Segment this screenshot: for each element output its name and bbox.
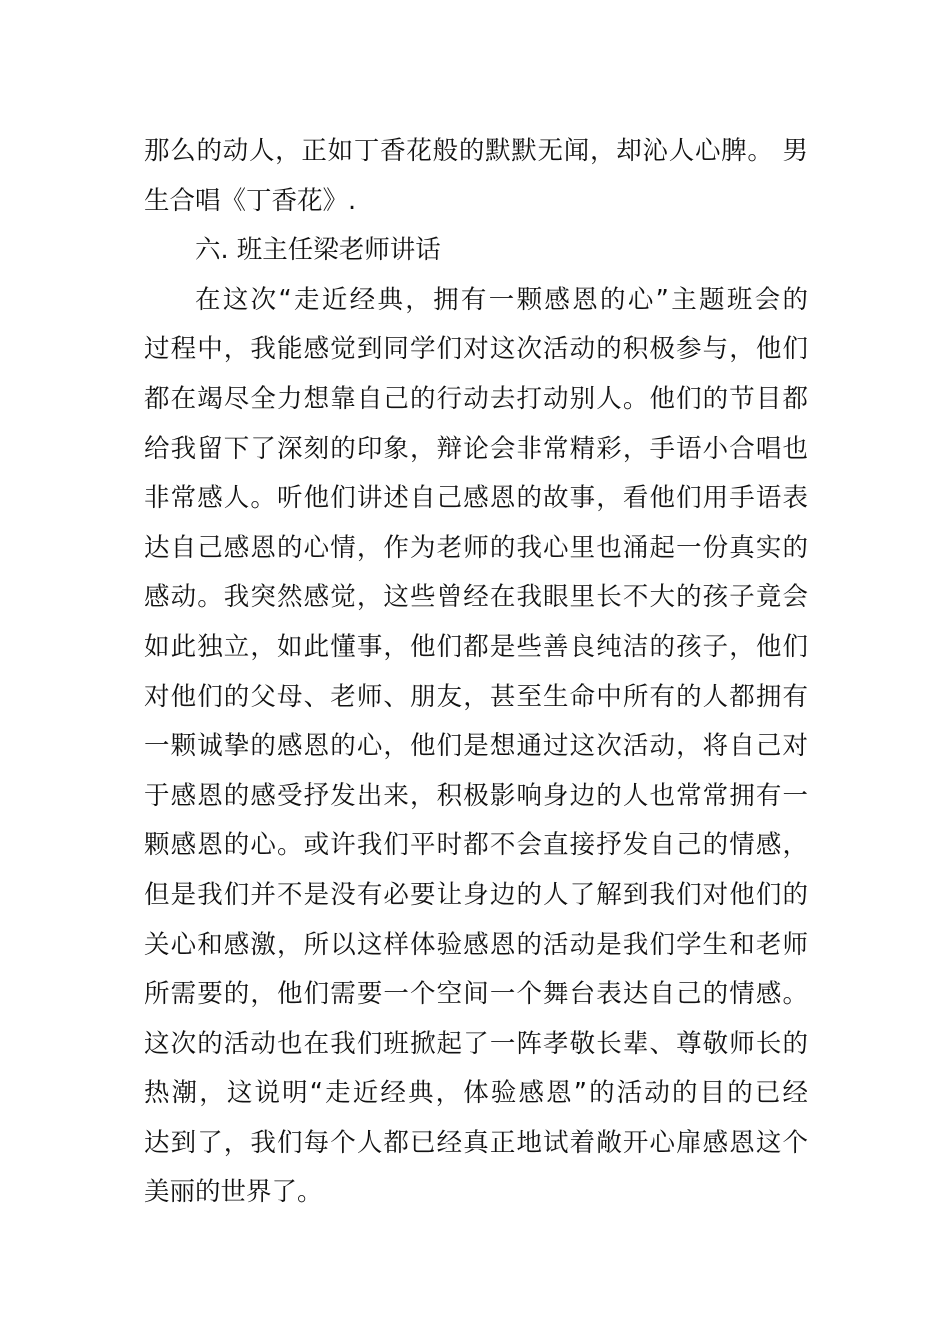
- text-line: 如此独立，如此懂事，他们都是些善良纯洁的孩子，他们: [144, 631, 808, 662]
- text-line: 一颗诚挚的感恩的心，他们是想通过这次活动，将自己对: [144, 731, 808, 762]
- text-line: 所需要的，他们需要一个空间一个舞台表达自己的情感。: [144, 979, 808, 1010]
- text-line: 过程中，我能感觉到同学们对这次活动的积极参与，他们: [144, 334, 808, 365]
- text-line: 但是我们并不是没有必要让身边的人了解到我们对他们的: [144, 879, 808, 910]
- text-line: 关心和感激，所以这样体验感恩的活动是我们学生和老师: [144, 929, 808, 960]
- text-line: 对他们的父母、老师、朋友，甚至生命中所有的人都拥有: [144, 681, 808, 712]
- text-line: 颗感恩的心。或许我们平时都不会直接抒发自己的情感，: [144, 830, 808, 861]
- text-line: 美丽的世界了。: [144, 1177, 323, 1208]
- text-line: 达到了，我们每个人都已经真正地试着敞开心扉感恩这个: [144, 1127, 808, 1158]
- text-line: 感动。我突然感觉，这些曾经在我眼里长不大的孩子竟会: [144, 582, 808, 613]
- text-line: 达自己感恩的心情，作为老师的我心里也涌起一份真实的: [144, 532, 808, 563]
- text-line: 热潮，这说明“走近经典，体验感恩”的活动的目的已经: [144, 1078, 808, 1109]
- text-line: 给我留下了深刻的印象，辩论会非常精彩，手语小合唱也: [144, 433, 808, 464]
- text-line: 这次的活动也在我们班掀起了一阵孝敬长辈、尊敬师长的: [144, 1028, 808, 1059]
- text-line: 那么的动人，正如丁香花般的默默无闻，却沁人心脾。 男: [144, 136, 808, 166]
- text-line: 都在竭尽全力想靠自己的行动去打动别人。他们的节目都: [144, 383, 808, 414]
- text-line: 生合唱《丁香花》.: [144, 185, 357, 216]
- section-heading: 六. 班主任梁老师讲话: [195, 235, 441, 266]
- text-line: 在这次“走近经典，拥有一颗感恩的心”主题班会的: [195, 284, 808, 315]
- text-line: 非常感人。听他们讲述自己感恩的故事，看他们用手语表: [144, 483, 808, 514]
- text-line: 于感恩的感受抒发出来，积极影响身边的人也常常拥有一: [144, 780, 808, 811]
- body-text: [144, 127, 808, 1218]
